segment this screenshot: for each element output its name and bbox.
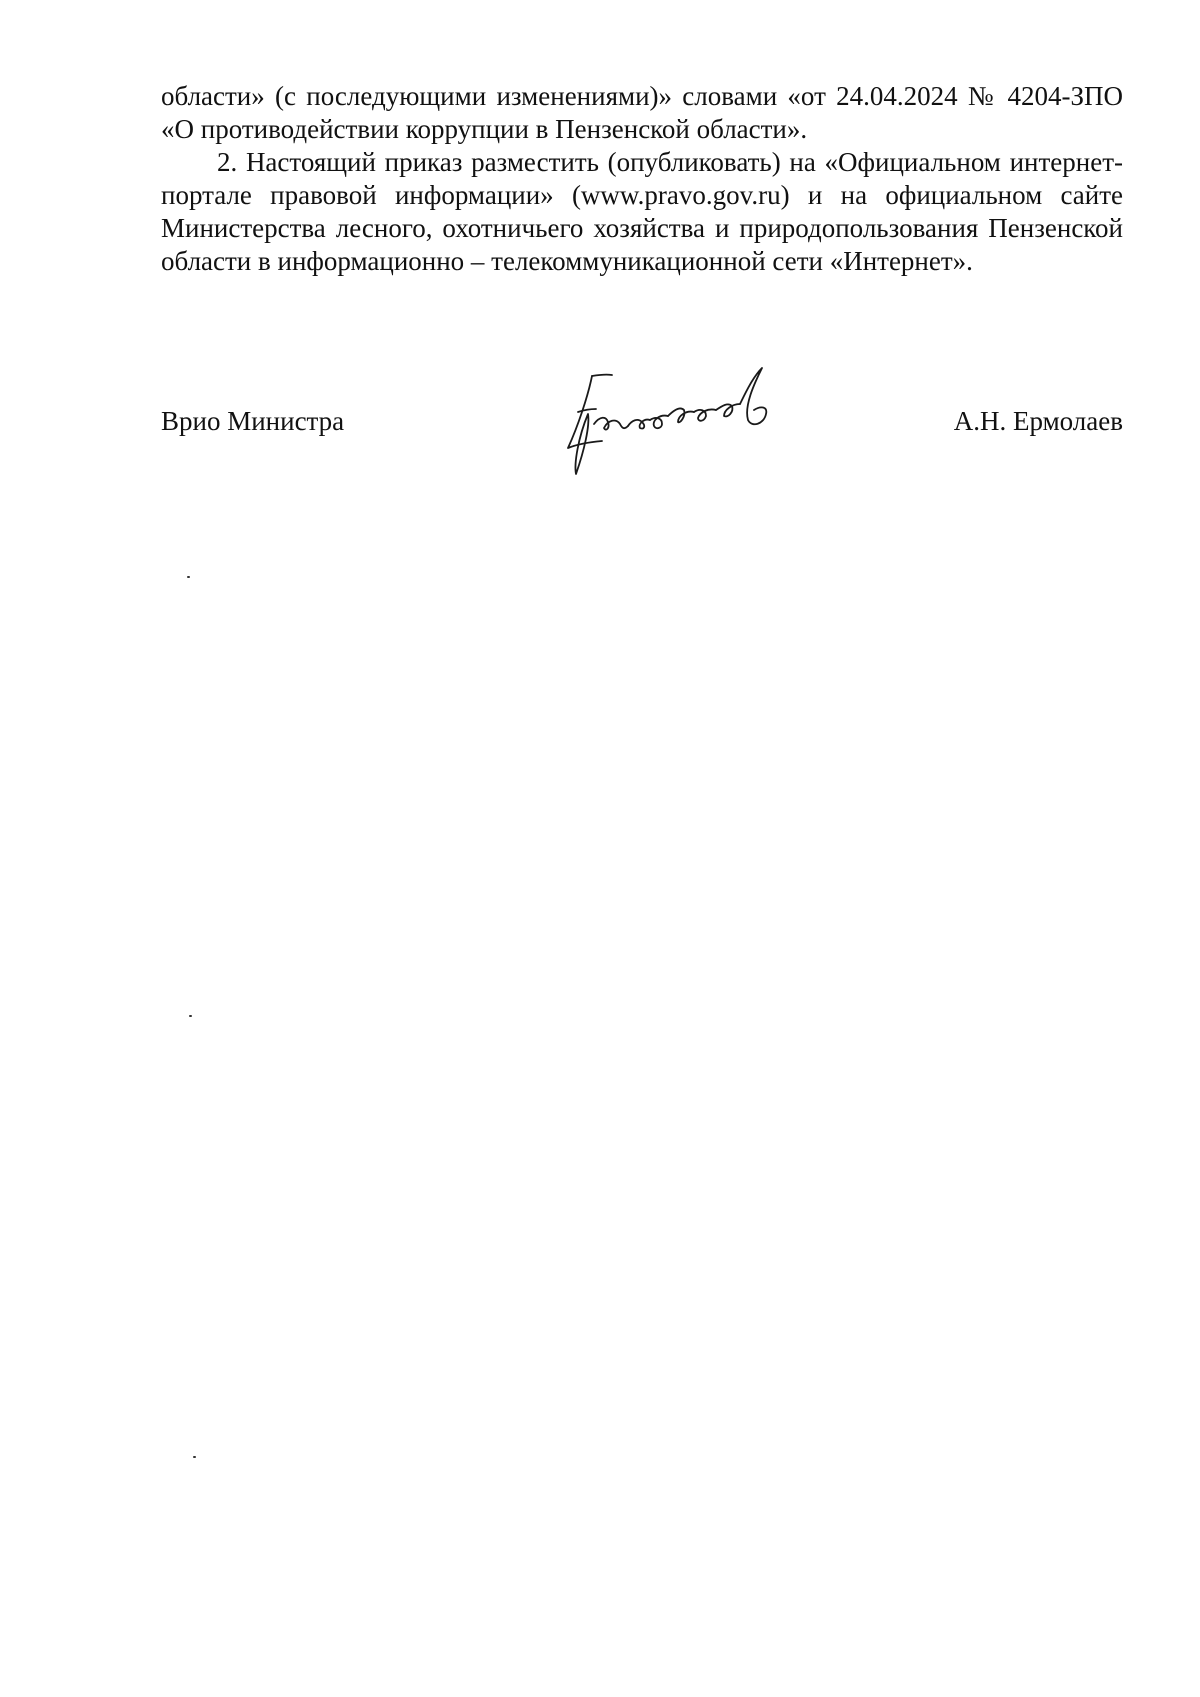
signatory-name: А.Н. Ермолаев <box>953 406 1123 436</box>
paragraph-publication-order: 2. Настоящий приказ разместить (опубликовать) на «Официальном интернет-портале правовой информации» (www.pravo.gov.ru) и на официальном сайте Министерства лесного, охотничьего хозяйства и природопользования Пензенской области в информационно – телекоммуникационной сети «Интернет». <box>161 147 1123 276</box>
scan-speck <box>189 1015 192 1017</box>
paragraph-continuation: области» (с последующими изменениями)» словами «от 24.04.2024 № 4204-ЗПО «О противодействии коррупции в Пензенской области». <box>161 81 1123 144</box>
handwritten-signature <box>548 366 798 486</box>
scan-speck <box>193 1456 196 1458</box>
signatory-position: Врио Министра <box>161 406 345 436</box>
document-body <box>161 80 1123 278</box>
scan-speck <box>187 576 190 578</box>
